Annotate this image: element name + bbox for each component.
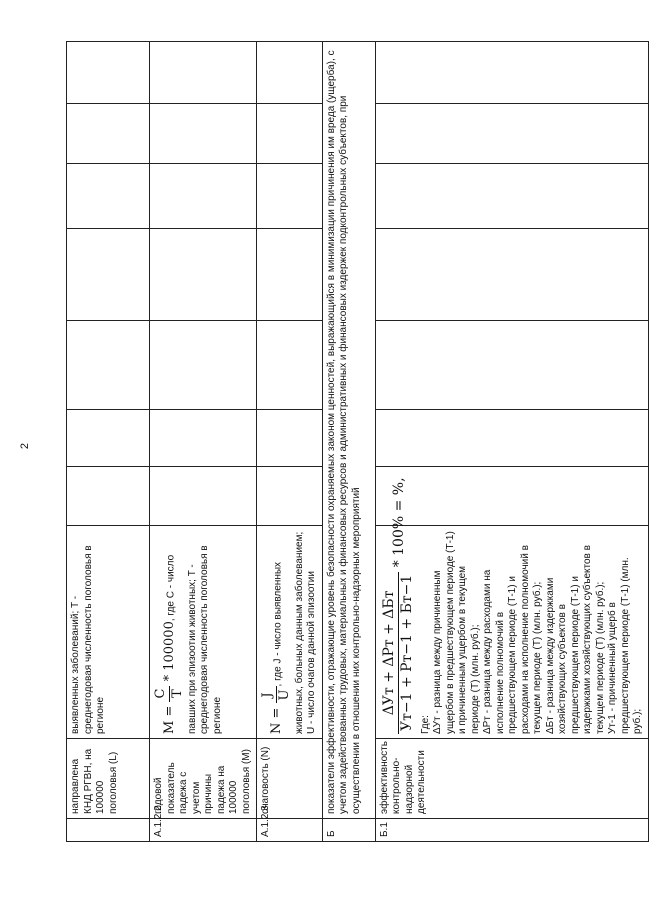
indicator-name: направлена КНД РГВН, на 100000 поголовья (L) (67, 739, 150, 819)
table-row (322, 42, 375, 842)
row-code: А.1.2.2 (150, 819, 257, 842)
table-row (375, 42, 648, 842)
indicator-description (375, 477, 648, 739)
table-row (67, 42, 150, 842)
indicators-table (66, 41, 649, 842)
section-heading: показатели эффективности, отражающие уровень безопасности охраняемых законом ценностей, выражающийся в минимизации причинения им вреда (ущерба), с учетом задействованных трудовых, материальных и финансовых ресурсов и административных и финансовых издержек подконтрольных субъектов, при осуществлении в отношении них контрольно-надзорных мероприятий (322, 42, 375, 819)
formula-m: M = C T * 100000 (153, 621, 186, 734)
definition-item: ΔРт - разница между расходами на исполнение полномочий в предшествующем периоде (Т-1) и расходами на исполнение полномочий в текущем периоде (Т) (млн. руб.); (482, 545, 543, 734)
indicator-name: очаговость (N) (257, 739, 323, 819)
definition-item: ΔБт - разница между издержками хозяйствующих субъектов в предшествующем периоде (Т-1) и издержками хозяйствующих субъектов в текущем периоде (Т) (млн. руб.); (544, 545, 606, 734)
indicator-description: выявленных заболеваний; T - среднегодовая численность поголовья в регионе (67, 526, 150, 739)
page-number: 2 (19, 442, 32, 450)
table-row (150, 42, 257, 842)
formula-n: N = J U (269, 686, 284, 734)
indicator-name: годовой показатель падежа с учетом причины падежа на 100000 поголовья (M) (150, 739, 257, 819)
table-row (257, 42, 323, 842)
rotated-table-container (66, 42, 643, 842)
row-code (67, 819, 150, 842)
indicator-description: N = J U , где J - число выявленных животных, больных данным заболеванием; U - число очагов данной эпизоотии (257, 526, 323, 739)
definition-item: Ут-1 - причиненный ущерб в предшествующем периоде (Т-1) (млн. руб.); (607, 557, 643, 734)
where-label: Где: (419, 715, 431, 734)
formula-effectiveness: ΔУт + ΔРт + ΔБт Ут−1 + Рт−1 + Бт−1 * 100% = %, (381, 530, 417, 734)
row-code: Б.1 (375, 819, 648, 842)
definitions (432, 530, 645, 734)
definition-item: ΔУт - разница между причиненным ущербом в предшествующем периоде (Т-1) и причиненным ущербом в текущем периоде (Т) (млн. руб.); (432, 531, 481, 734)
indicator-description: M = C T * 100000, где C - число павших при эпизоотии животных; T - среднегодовая численность поголовья в регионе (150, 526, 257, 739)
indicator-name: эффективность контрольно-надзорной деятельности (375, 739, 648, 819)
row-code: А.1.2.3 (257, 819, 323, 842)
row-code: Б (322, 819, 375, 842)
